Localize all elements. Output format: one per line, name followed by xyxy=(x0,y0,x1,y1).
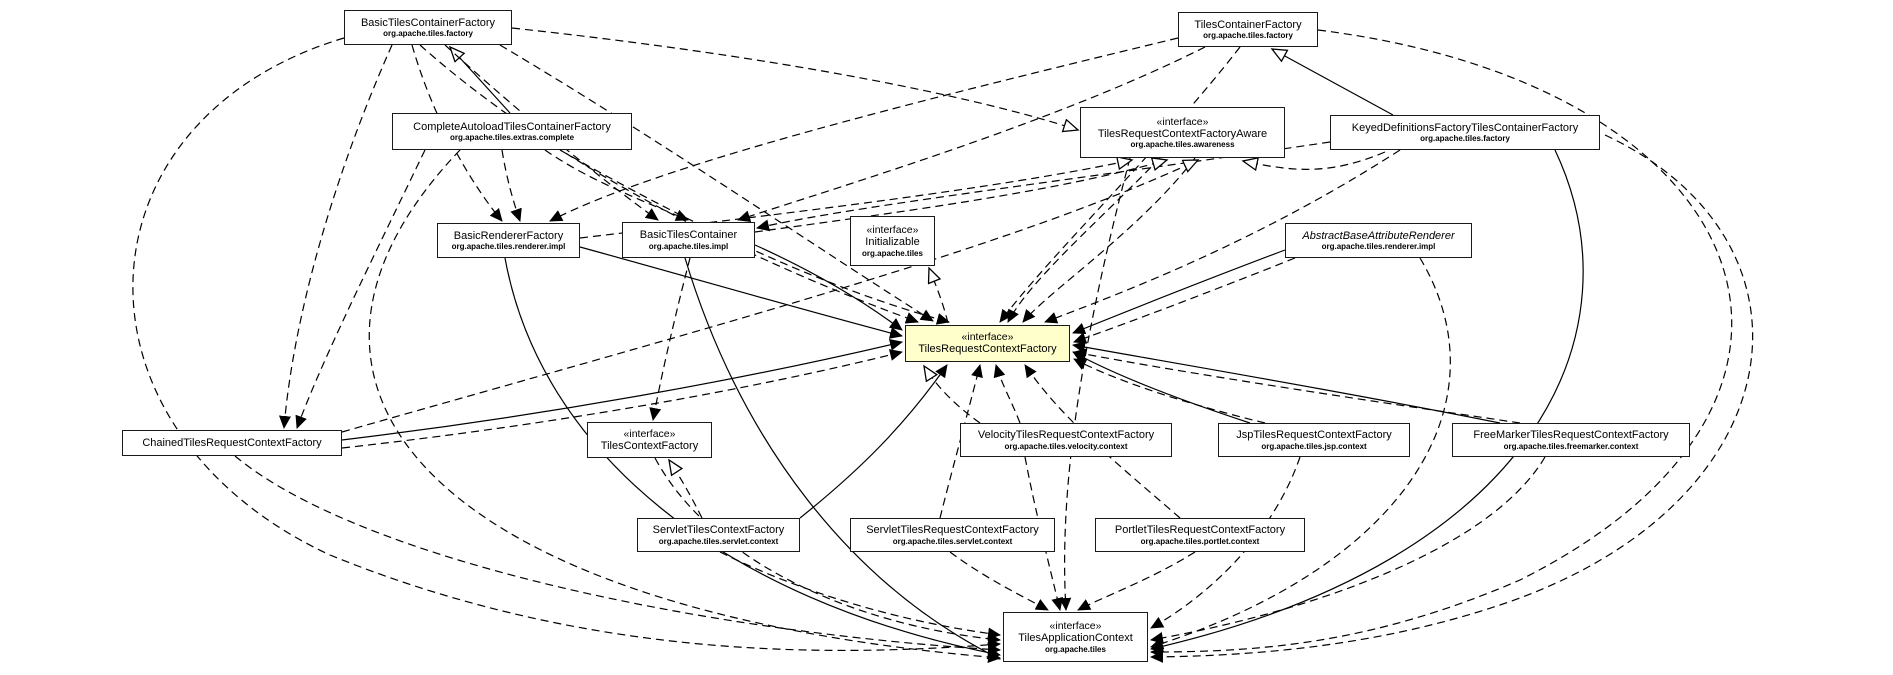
class-name-label: CompleteAutoloadTilesContainerFactory xyxy=(413,120,611,133)
edge-portlet-tiles-request-context-factory-to-tiles-application-context xyxy=(1078,552,1195,610)
package-label: org.apache.tiles.factory xyxy=(1420,134,1510,144)
edge-keyed-definitions-factory-tiles-container-factory-to-tiles-application-context xyxy=(1151,135,1753,657)
package-label: org.apache.tiles.awareness xyxy=(1130,140,1235,150)
package-label: org.apache.tiles xyxy=(1045,644,1106,654)
class-box-servlet-tiles-request-context-factory[interactable] xyxy=(850,518,1055,552)
class-box-tiles-container-factory[interactable] xyxy=(1178,12,1318,47)
class-box-chained-tiles-request-context-factory[interactable] xyxy=(122,430,342,456)
class-box-abstract-base-attribute-renderer[interactable] xyxy=(1285,223,1472,258)
class-name-label: VelocityTilesRequestContextFactory xyxy=(977,429,1155,442)
edge-servlet-tiles-context-factory-to-tiles-request-context-factory xyxy=(800,365,947,518)
class-name-label: Initializable xyxy=(865,236,920,249)
stereotype-label: «interface» xyxy=(623,427,676,440)
edge-basic-tiles-container-factory-to-tiles-request-context-factory xyxy=(420,45,918,322)
class-name-label: BasicRendererFactory xyxy=(453,229,564,242)
package-label: org.apache.tiles.extras.complete xyxy=(449,133,575,143)
class-box-jsp-tiles-request-context-factory[interactable] xyxy=(1218,423,1410,457)
edge-servlet-tiles-request-context-factory-to-tiles-application-context xyxy=(950,552,1048,610)
edge-complete-autoload-tiles-container-factory-to-chained-tiles-request-context-factory xyxy=(297,150,425,428)
class-box-basic-tiles-container-factory[interactable] xyxy=(344,10,512,45)
edge-basic-renderer-factory-to-tiles-application-context xyxy=(505,258,1000,655)
class-name-label: KeyedDefinitionsFactoryTilesContainerFactory xyxy=(1351,121,1579,134)
edge-keyed-definitions-factory-tiles-container-factory-to-tiles-container-factory xyxy=(1272,49,1393,115)
class-name-label: TilesRequestContextFactory xyxy=(918,343,1057,356)
class-box-tiles-request-context-factory[interactable] xyxy=(905,325,1070,362)
class-name-label: TilesContextFactory xyxy=(600,439,699,452)
class-name-label: FreeMarkerTilesRequestContextFactory xyxy=(1473,429,1669,442)
edge-tiles-request-context-factory-aware-to-tiles-request-context-factory xyxy=(1008,158,1160,322)
class-box-keyed-definitions-factory-tiles-container-factory[interactable] xyxy=(1330,115,1600,150)
class-name-label: BasicTilesContainerFactory xyxy=(360,16,496,29)
package-label: org.apache.tiles.freemarker.context xyxy=(1503,441,1639,451)
edge-servlet-tiles-context-factory-to-tiles-context-factory xyxy=(669,460,702,518)
edge-chained-tiles-request-context-factory-to-tiles-request-context-factory-aware xyxy=(342,160,1198,432)
edge-basic-tiles-container-to-tiles-request-context-factory-aware xyxy=(755,160,1167,232)
class-name-label: TilesRequestContextFactoryAware xyxy=(1097,127,1268,140)
package-label: org.apache.tiles.velocity.context xyxy=(1004,441,1128,451)
class-name-label: BasicTilesContainer xyxy=(639,229,738,242)
package-label: org.apache.tiles.renderer.impl xyxy=(451,242,566,252)
edge-complete-autoload-tiles-container-factory-to-basic-tiles-container xyxy=(545,150,688,220)
package-label: org.apache.tiles.jsp.context xyxy=(1261,441,1367,451)
stereotype-label: «interface» xyxy=(866,224,919,237)
class-name-label: PortletTilesRequestContextFactory xyxy=(1114,524,1286,537)
class-name-label: TilesApplicationContext xyxy=(1018,632,1133,645)
class-name-label: JspTilesRequestContextFactory xyxy=(1236,429,1392,442)
class-name-label: ChainedTilesRequestContextFactory xyxy=(142,436,322,449)
stereotype-label: «interface» xyxy=(1156,115,1209,128)
package-label: org.apache.tiles.servlet.context xyxy=(658,536,779,546)
edge-tiles-request-context-factory-to-initializable xyxy=(929,268,948,323)
class-box-free-marker-tiles-request-context-factory[interactable] xyxy=(1452,423,1690,457)
class-name-label: ServletTilesContextFactory xyxy=(652,524,785,537)
class-box-basic-tiles-container[interactable] xyxy=(622,222,755,258)
package-label: org.apache.tiles.renderer.impl xyxy=(1321,242,1436,252)
class-box-tiles-application-context[interactable] xyxy=(1003,612,1148,662)
class-box-servlet-tiles-context-factory[interactable] xyxy=(637,518,800,552)
edge-free-marker-tiles-request-context-factory-to-tiles-request-context-factory xyxy=(1073,345,1500,423)
class-name-label: AbstractBaseAttributeRenderer xyxy=(1302,229,1455,242)
stereotype-label: «interface» xyxy=(961,331,1014,344)
class-box-tiles-context-factory[interactable] xyxy=(587,422,712,458)
class-name-label: TilesContainerFactory xyxy=(1194,18,1302,31)
edge-servlet-tiles-context-factory-to-tiles-application-context xyxy=(720,552,1000,635)
package-label: org.apache.tiles.servlet.context xyxy=(892,536,1013,546)
class-box-tiles-request-context-factory-aware[interactable] xyxy=(1080,107,1285,158)
edge-velocity-tiles-request-context-factory-to-tiles-request-context-factory xyxy=(924,366,980,423)
class-box-velocity-tiles-request-context-factory[interactable] xyxy=(960,423,1172,457)
edge-complete-autoload-tiles-container-factory-to-basic-renderer-factory xyxy=(502,150,520,221)
class-box-complete-autoload-tiles-container-factory[interactable] xyxy=(392,113,632,150)
edge-chained-tiles-request-context-factory-to-tiles-application-context xyxy=(235,456,1000,650)
edge-abstract-base-attribute-renderer-to-tiles-request-context-factory xyxy=(1074,258,1295,342)
stereotype-label: «interface» xyxy=(1049,620,1102,633)
package-label: org.apache.tiles.portlet.context xyxy=(1140,536,1260,546)
package-label: org.apache.tiles.impl xyxy=(648,241,729,251)
edge-basic-tiles-container-factory-to-tiles-request-context-factory xyxy=(500,45,933,321)
class-box-initializable[interactable] xyxy=(850,216,935,266)
package-label: org.apache.tiles.factory xyxy=(1203,31,1293,41)
class-box-portlet-tiles-request-context-factory[interactable] xyxy=(1095,518,1305,552)
class-name-label: ServletTilesRequestContextFactory xyxy=(866,524,1039,537)
edge-basic-tiles-container-to-tiles-application-context xyxy=(685,258,1000,659)
edge-velocity-tiles-request-context-factory-to-tiles-request-context-factory xyxy=(996,365,1020,423)
edge-basic-tiles-container-factory-to-chained-tiles-request-context-factory xyxy=(284,45,392,428)
package-label: org.apache.tiles.factory xyxy=(383,29,473,39)
edge-free-marker-tiles-request-context-factory-to-tiles-request-context-factory xyxy=(1074,352,1520,423)
package-label: org.apache.tiles xyxy=(862,248,923,258)
multiplicity-label: * xyxy=(893,329,899,344)
class-box-basic-renderer-factory[interactable] xyxy=(437,223,580,258)
